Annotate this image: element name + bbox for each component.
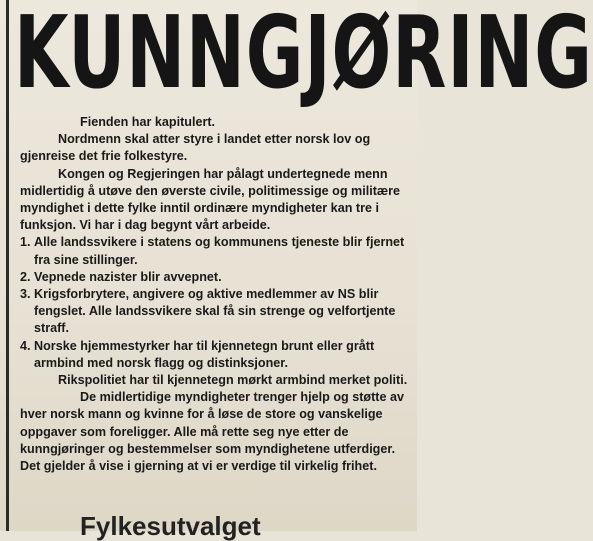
paragraph: Rikspolitiet har til kjennetegn mørkt armbind merket politi. [58,373,408,388]
headline: KUNNGJØRING [14,0,593,112]
list-text: Vepnede nazister blir avvepnet. [34,269,222,284]
list-text: Norske hjemmestyrker har til kjennetegn brunt eller grått armbind med norsk flagg og distinksjoner. [34,338,375,370]
paragraph: Nordmenn skal atter styre i landet etter norsk lov og gjenreise det frie folkestyre. [20,132,371,164]
numbered-list [20,234,410,372]
signature-footer: Fylkesutvalget [80,511,261,541]
list-text: Alle landssvikere i statens og kommunens tjeneste blir fjernet fra sine stillinger. [34,235,405,267]
list-number: 1. [20,235,31,250]
left-border-rule [6,0,9,531]
paragraph: Fienden har kapitulert. [80,115,216,129]
list-item [20,269,410,286]
list-text: Krigsforbrytere, angivere og aktive medlemmer av NS blir fengslet. Alle landssvikere skal få sin strenge og velfortjente straff. [34,287,396,336]
paragraph: Kongen og Regjeringen har pålagt undertegnede menn midlertidig å utøve den øverste civile, politimessige og militære myndighet i dette fylke inntil ordinære myndigheter kan tre i funksjon. Vi har i dag begynt vårt arbeide. [20,166,401,233]
list-item [20,234,410,268]
list-item [20,338,410,372]
list-item [20,286,410,338]
list-number: 3. [20,287,31,302]
list-number: 4. [20,338,31,353]
closing-paragraph: De midlertidige myndigheter trenger hjelp og støtte av hver norsk mann og kvinne for å løse de store og vanskelige oppgaver som foreligger. Alle må rette seg nye etter de kunngjøringer og bestemmelser som myndighetene utferdiger. Det gjelder å vise i gjerning at vi er verdige til virkelig frihet. [20,390,404,474]
list-number: 2. [20,269,31,284]
announcement-text [20,114,410,475]
